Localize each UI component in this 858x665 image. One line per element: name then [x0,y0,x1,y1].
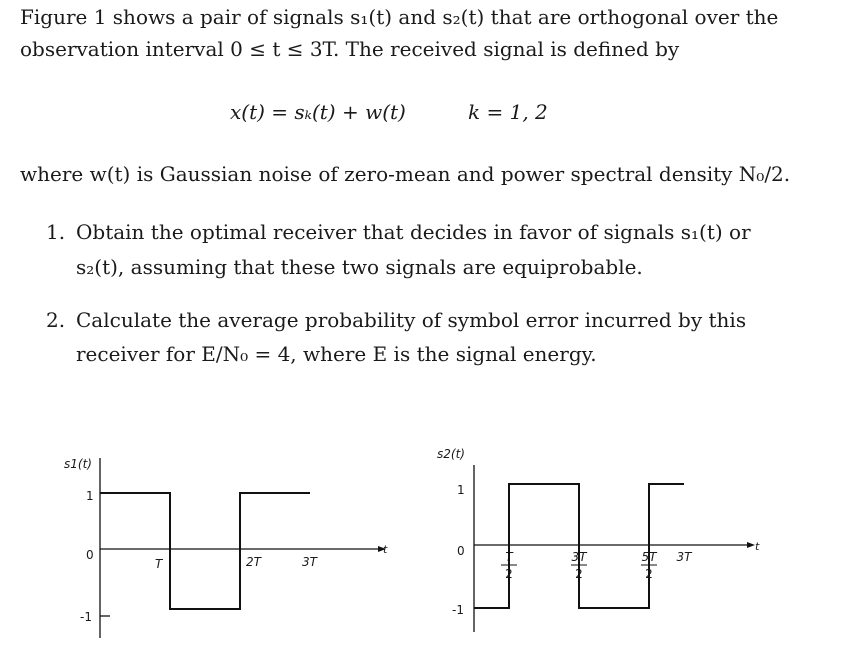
paragraph-1-line-1: Figure 1 shows a pair of signals s₁(t) and s₂(t) that are orthogonal over the [20,5,779,29]
item-1-line-1: Obtain the optimal receiver that decides in favor of signals s₁(t) or [76,220,751,244]
s1-ytick-1: 1 [86,489,94,503]
s1-signal-trace [100,493,310,609]
equation-condition: k = 1, 2 [468,100,548,124]
s2-ytick-1: 1 [457,483,465,497]
s2-signal-trace [474,484,684,608]
s1-ytick-neg1: -1 [80,610,92,624]
received-signal-equation: x(t) = sₖ(t) + w(t) [230,100,406,124]
s2-xtick-numerator: T [505,550,513,564]
s2-x-tick-labels [501,550,693,581]
item-2-line-2: receiver for E/N₀ = 4, where E is the signal energy. [76,342,597,366]
s2-ytick-neg1: -1 [452,603,464,617]
s1-xtick-2T: 2T [246,555,261,569]
s2-xtick-denominator: 2 [575,567,583,581]
s1-ytick-0: 0 [86,548,94,562]
s2-x-axis-arrow [747,542,755,548]
item-1-number: 1. [46,220,66,244]
s1-ylabel: s1(t) [64,457,92,471]
paragraph-2: where w(t) is Gaussian noise of zero-mean and power spectral density N₀/2. [20,162,791,186]
item-2-number: 2. [46,308,66,332]
s2-xtick-label: 3T [676,550,692,564]
figure-s2 [437,447,760,632]
paragraph-1-line-2: observation interval 0 ≤ t ≤ 3T. The received signal is defined by [20,37,680,61]
s2-xtick-denominator: 2 [645,567,653,581]
s1-xtick-T: T [155,557,163,571]
figure-s1 [64,457,388,638]
item-2-line-1: Calculate the average probability of symbol error incurred by this [76,308,747,332]
s1-xlabel: t [383,543,388,556]
s2-xtick-numerator: 3T [571,550,587,564]
item-1-line-2: s₂(t), assuming that these two signals are equiprobable. [76,255,643,279]
s2-xtick-denominator: 2 [505,567,513,581]
s2-xtick-numerator: 5T [641,550,657,564]
s2-xlabel: t [755,540,760,553]
s2-ylabel: s2(t) [437,447,465,461]
s2-ytick-0: 0 [457,544,465,558]
s1-xtick-3T: 3T [302,555,317,569]
